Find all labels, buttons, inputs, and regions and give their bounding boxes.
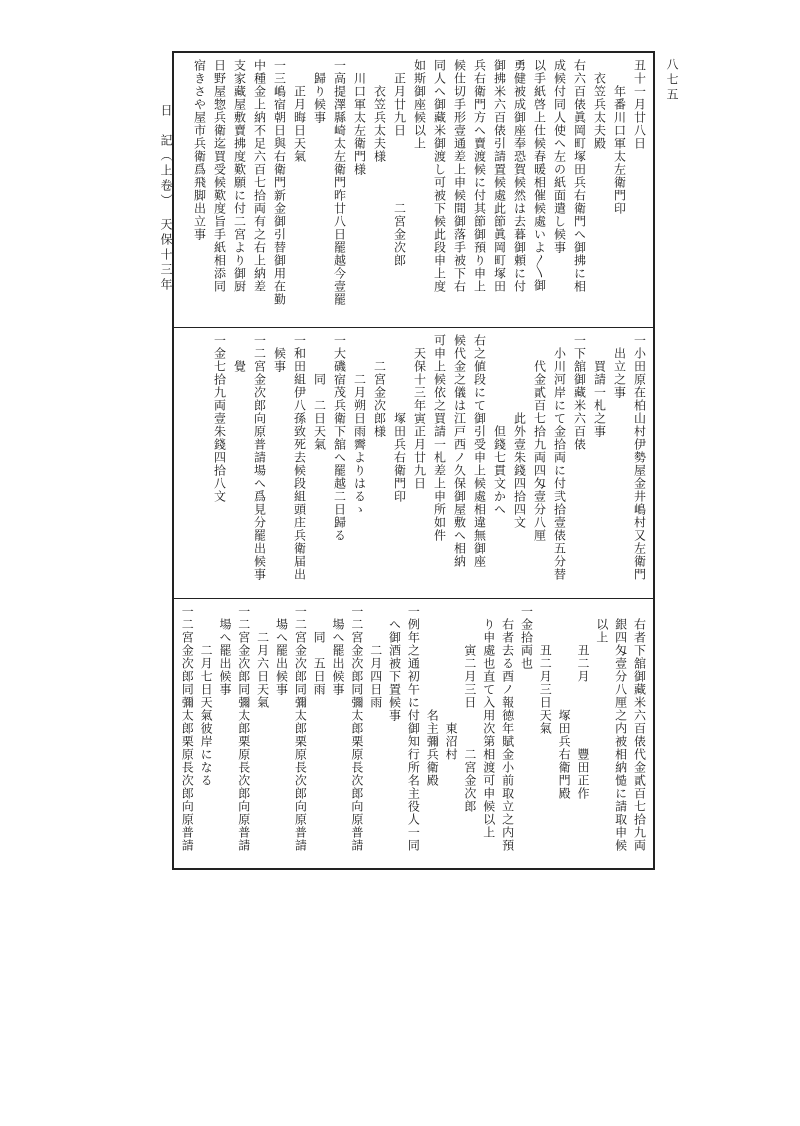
text-column: 場へ罷出候事 — [217, 605, 232, 696]
text-column: 候事 — [272, 334, 287, 373]
text-column: 一二宮金次郎同彌太郎栗原長次郎向原普請 — [349, 605, 364, 852]
text-column: 右者下舘御藏米六百俵代金貳百七拾九両 — [632, 605, 647, 852]
text-column: 一下舘御藏米六百俵 — [572, 334, 587, 451]
text-column: 一二宮金次郎向原普請場へ爲見分罷出候事 — [252, 334, 267, 581]
text-column: 天保十三年寅正月廿九日 — [412, 334, 427, 490]
text-column: 兵右衛門方へ賣渡候に付其節御預り申上 — [472, 59, 487, 293]
text-column: 二月朔日雨霽よりはるゝ — [352, 334, 367, 516]
text-column: 日野屋惣兵衛迄買受候歎度旨手紙相添同 — [212, 59, 227, 293]
top-band — [174, 53, 653, 327]
text-column: 二宮金次郎様 — [372, 334, 387, 438]
text-column: 丑二月三日天氣 — [538, 605, 553, 735]
text-column: 成候付同人使へ左の紙面遣し候事 — [552, 59, 567, 254]
text-column: 衣笠兵太夫殿 — [592, 59, 607, 150]
text-column: 同人へ御藏米御渡し可被下候此段申上度 — [432, 59, 447, 293]
text-column: 宿きさや屋市兵衛爲飛脚出立事 — [192, 59, 207, 241]
page-number: 八七五 — [665, 58, 679, 103]
text-column: 一三嶋宿朝日與右衛門新金御引替御用在勤 — [272, 59, 287, 306]
text-column: 候仕切手形壹通差上申候間御落手被下右 — [452, 59, 467, 293]
text-column: 此外壹朱錢四拾四文 — [512, 334, 527, 529]
text-column: 右六百俵眞岡町塚田兵右衛門へ御拂に相 — [572, 59, 587, 293]
text-column: 二月七日天氣彼岸になる — [199, 605, 214, 787]
running-head: 日 記（上卷） 天保十三年 — [159, 104, 173, 293]
text-column: 右之値段にて御引受申上候處相違無御座 — [472, 334, 487, 568]
text-column: 一和田組伊八孫致死去候段組頭庄兵衛届出 — [292, 334, 307, 581]
text-column: 中種金上納不足六百七拾両有之右上納差 — [252, 59, 267, 293]
text-column: 一小田原在柏山村伊勢屋金井嶋村又左衛門 — [632, 334, 647, 581]
text-column: 場へ罷出候事 — [331, 605, 345, 696]
text-column: 一二宮金次郎同彌太郎栗原長次郎向原普請 — [180, 605, 195, 852]
text-column: 御拂米六百俵引請置候處此節眞岡町塚田 — [492, 59, 507, 293]
text-column: 塚田兵右衛門殿 — [557, 605, 572, 800]
text-column: 一高提澤縣崎太左衛門昨廿八日罷越今壹罷 — [332, 59, 347, 306]
text-column: 丑十一月廿八日 — [632, 59, 647, 150]
text-column: 如斯御座候以上 — [412, 59, 427, 150]
text-column: 買請一札之事 — [592, 334, 607, 438]
text-column: 一二宮金次郎同彌太郎栗原長次郎向原普請 — [236, 605, 251, 852]
text-column: 右者去る酉ノ報徳年賦金小前取立之内預 — [500, 605, 515, 852]
text-column: り申處也直て入用次第相渡可申候以上 — [481, 605, 496, 839]
text-column: 同 五日雨 — [312, 605, 327, 696]
text-frame — [172, 51, 655, 870]
text-column: 年番川口軍太左衛門印 — [612, 59, 627, 215]
text-column: 銀四匁壹分八厘之内被相納慥に請取申候 — [613, 605, 628, 852]
text-column: 一二宮金次郎同彌太郎栗原長次郎向原普請 — [293, 605, 308, 852]
text-column: 同 二日天氣 — [312, 334, 327, 451]
middle-band — [174, 328, 653, 598]
text-column: 代金貳百七拾九両四匁壹分八厘 — [532, 334, 547, 542]
text-column: 衣笠兵太夫様 — [372, 59, 387, 163]
text-column: 歸り候事 — [312, 59, 327, 124]
text-column: 場へ罷出候事 — [274, 605, 289, 696]
text-column: 川口軍太左衛門様 — [352, 59, 367, 176]
text-column: 正月廿九日 二宮金次郎 — [392, 59, 407, 267]
text-column: 二月六日天氣 — [255, 605, 270, 709]
text-column: 一例年之通初午に付御知行所名主役人一同 — [406, 605, 421, 852]
text-column: 一金拾両也 — [519, 605, 534, 670]
text-column: 候代金之儀は江戸西ノ久保御屋敷へ相納 — [452, 334, 467, 568]
text-column: 以上 — [594, 605, 609, 644]
text-column: へ御酒被下置候事 — [387, 605, 402, 722]
text-column: 東沼村 — [444, 605, 459, 761]
text-column: 二月四日雨 — [368, 605, 383, 709]
text-column: 以手紙啓上仕候春暖相催候處いよ〳〵御 — [532, 59, 547, 292]
text-column: 支家藏屋敷賣拂度歎願に付二宮より御厨 — [232, 59, 247, 293]
bottom-band — [174, 599, 653, 870]
text-column: 出立之事 — [612, 334, 627, 399]
text-column: 覺 — [232, 334, 247, 373]
text-column: 勇健被成御座奉恐賀候然は去暮御頼に付 — [512, 59, 527, 293]
text-column: 小川河岸にて金拾両に付弐拾壹俵五分替 — [552, 334, 567, 581]
text-column: 可申上候依之買請一札差上申所如件 — [432, 334, 447, 542]
text-column: 正月晦日天氣 — [292, 59, 307, 163]
text-column: 名主彌兵衛殿 — [425, 605, 440, 787]
text-column: 寅二月三日 二宮金次郎 — [462, 605, 477, 813]
text-column: 一大磯宿茂兵衛下舘へ罷越二日歸る — [332, 334, 347, 542]
text-column: 丑二月 豐田正作 — [575, 605, 590, 800]
text-column: 一金七拾九両壹朱錢四拾八文 — [212, 334, 227, 503]
text-column: 塚田兵右衛門印 — [392, 334, 407, 503]
text-column: 但錢七貫文かへ — [492, 334, 507, 516]
